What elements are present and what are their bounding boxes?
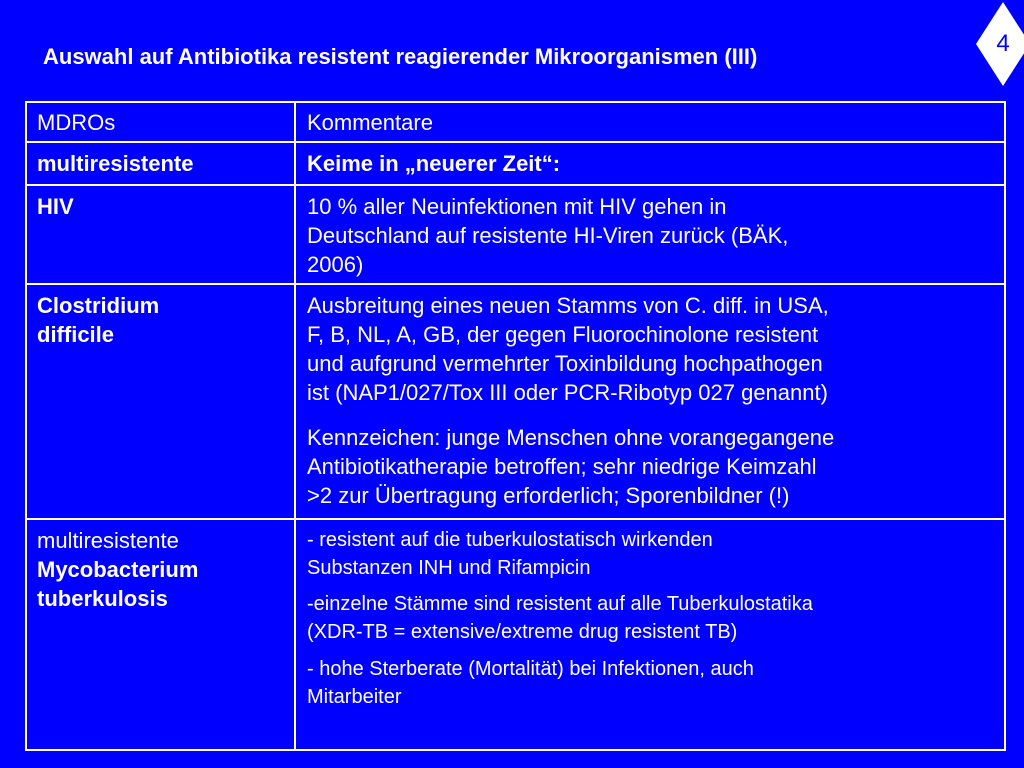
clostridium-name xyxy=(37,291,159,349)
tb-text-line: - resistent auf die tuberkulostatisch wirkenden xyxy=(307,529,713,551)
clostridium-name-line: difficile xyxy=(37,322,115,347)
hiv-text xyxy=(307,192,788,279)
row-divider-intro xyxy=(27,184,1004,186)
tb-text-3 xyxy=(307,655,754,711)
clostridium-text-line: Ausbreitung eines neuen Stamms von C. diff. in USA, xyxy=(307,293,829,318)
mdro-table xyxy=(25,101,1006,751)
clostridium-name-line: Clostridium xyxy=(37,293,160,318)
hiv-text-line: 10 % aller Neuinfektionen mit HIV gehen in xyxy=(307,194,727,219)
tb-name-line: multiresistente xyxy=(37,528,179,553)
clostridium-text-line: >2 zur Übertragung erforderlich; Sporenbildner (!) xyxy=(307,483,790,508)
hiv-name: HIV xyxy=(37,194,74,219)
column-divider xyxy=(294,103,296,749)
clostridium-text-1 xyxy=(307,291,829,407)
intro-col1: multiresistente xyxy=(37,151,194,176)
clostridium-text-line: Kennzeichen: junge Menschen ohne vorangegangene xyxy=(307,425,835,450)
tb-text-line: (XDR-TB = extensive/extreme drug resistent TB) xyxy=(307,621,738,643)
header-mdros: MDROs xyxy=(37,110,116,135)
tb-text-line: -einzelne Stämme sind resistent auf alle Tuberkulostatika xyxy=(307,593,813,615)
tb-text-1 xyxy=(307,526,713,582)
clostridium-text-line: Antibiotikatherapie betroffen; sehr niedrige Keimzahl xyxy=(307,454,817,479)
tb-name-line: tuberkulosis xyxy=(37,586,168,611)
clostridium-text-line: ist (NAP1/027/Tox III oder PCR-Ribotyp 027 genannt) xyxy=(307,380,828,405)
clostridium-text-line: F, B, NL, A, GB, der gegen Fluorochinolone resistent xyxy=(307,322,819,347)
tb-name-line: Mycobacterium xyxy=(37,557,199,582)
hiv-text-line: Deutschland auf resistente HI-Viren zurück (BÄK, xyxy=(307,223,789,248)
tb-text-line: Substanzen INH und Rifampicin xyxy=(307,557,591,579)
header-kommentare: Kommentare xyxy=(307,110,433,135)
row-divider-clostridium xyxy=(27,518,1004,520)
tb-name xyxy=(37,526,198,613)
intro-col2: Keime in „neuerer Zeit“: xyxy=(307,151,561,176)
clostridium-text-line: und aufgrund vermehrter Toxinbildung hochpathogen xyxy=(307,351,823,376)
clostridium-text-2 xyxy=(307,423,834,510)
page-number: 4 xyxy=(996,30,1010,57)
hiv-text-line: 2006) xyxy=(307,252,364,277)
tb-text-2 xyxy=(307,590,813,646)
slide-title: Auswahl auf Antibiotika resistent reagierender Mikroorganismen (III) xyxy=(43,44,758,69)
tb-text-line: - hohe Sterberate (Mortalität) bei Infektionen, auch xyxy=(307,658,754,680)
row-divider-header xyxy=(27,141,1004,143)
tb-text-line: Mitarbeiter xyxy=(307,686,402,708)
row-divider-hiv xyxy=(27,283,1004,285)
